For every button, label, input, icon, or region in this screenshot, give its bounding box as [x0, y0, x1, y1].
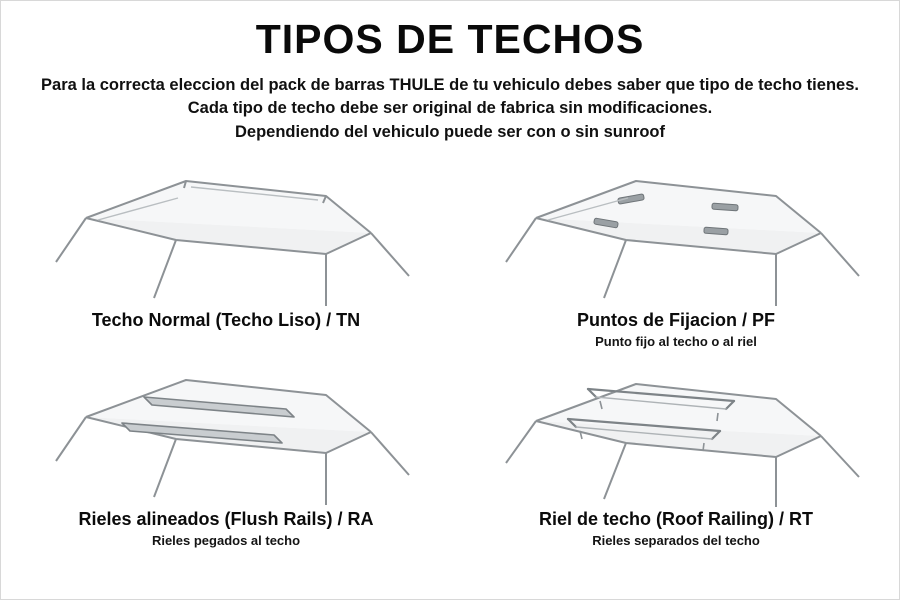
page-subtitle [31, 74, 869, 144]
subtitle-line-2: Cada tipo de techo debe ser original de fabrica sin modificaciones. [187, 99, 713, 118]
page-title: TIPOS DE TECHOS [255, 16, 645, 62]
roof-type-subtitle-pf: Punto fijo al techo o al riel [595, 334, 757, 350]
car-roof-plain-icon [26, 158, 426, 308]
roof-type-subtitle-ra: Rieles pegados al techo [151, 533, 301, 549]
roof-type-title-tn: Techo Normal (Techo Liso) / TN [91, 310, 361, 331]
roof-types-grid [1, 158, 900, 548]
car-roof-fixpoint-icon [476, 158, 876, 308]
subtitle-line-1: Para la correcta eleccion del pack de barras THULE de tu vehiculo debes saber que tipo de techo tienes. [41, 76, 859, 95]
car-roof-flush-rails-icon [26, 357, 426, 507]
car-roof-raised-railing-icon [476, 357, 876, 507]
roof-type-card-pf [451, 158, 900, 353]
roof-type-card-rt [451, 353, 900, 548]
roof-type-card-tn [1, 158, 451, 353]
roof-type-title-rt: Riel de techo (Roof Railing) / RT [539, 509, 813, 530]
roof-type-card-ra [1, 353, 451, 548]
roof-type-subtitle-rt: Rieles separados del techo [592, 533, 760, 549]
roof-type-title-ra: Rieles alineados (Flush Rails) / RA [78, 509, 374, 530]
subtitle-line-3: Dependiendo del vehiculo puede ser con o sin sunroof [235, 122, 665, 141]
roof-type-title-pf: Puntos de Fijacion / PF [576, 310, 776, 331]
